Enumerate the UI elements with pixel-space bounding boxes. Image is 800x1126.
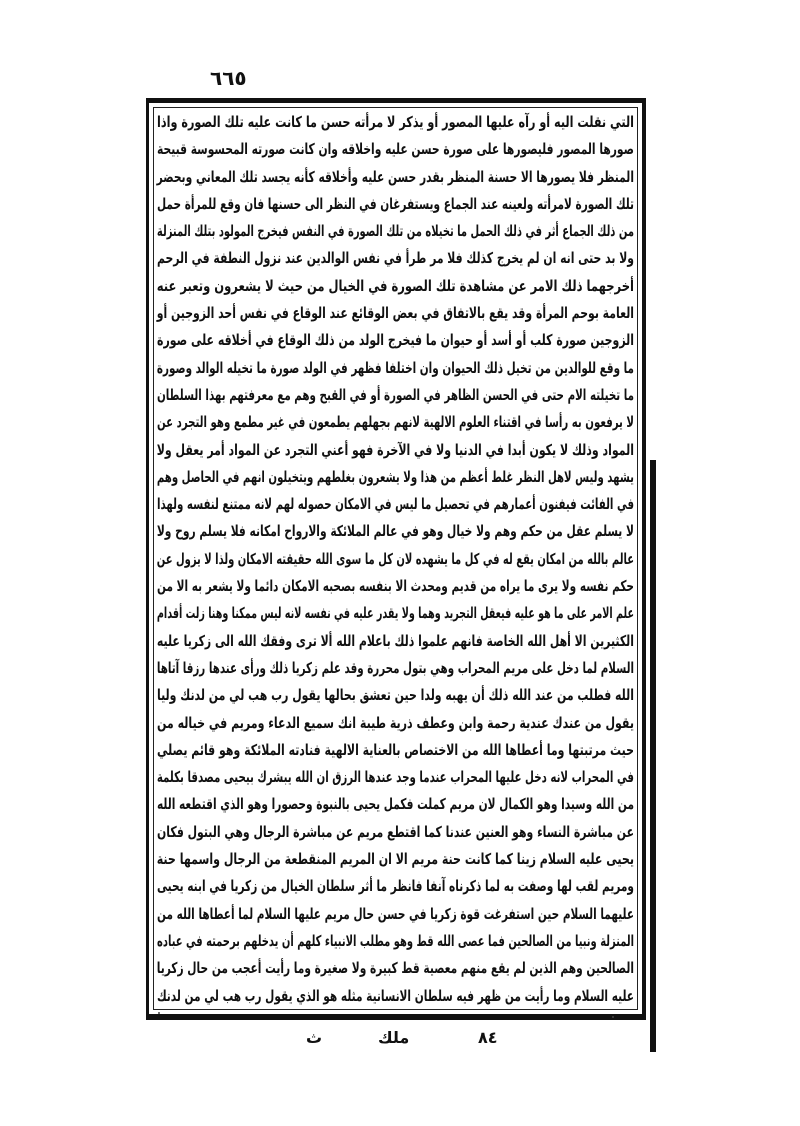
text-line: يقول من عندك عندية رحمة وابن وعطف ذرية طيبة انك سميع الدعاء ومريم في خياله من xyxy=(157,713,634,732)
text-line: في الفائت فيفنون أعمارهم في تحصيل ما ليس في الامكان حصوله لهم لانه ممتنع لنفسه ولهذا xyxy=(156,495,634,514)
text-line: في المحراب لانه دخل عليها المحراب عندما وجد عندها الرزق ان الله يبشرك بيحيى مصدقا بكلمة xyxy=(156,768,635,787)
text-line: ما تخيلته الام حتى في الحسن الظاهر في الصورة أو في القبح وهم مع معرفتهم بهذا السلطان xyxy=(157,385,634,404)
scan-speck xyxy=(612,1016,614,1018)
text-line: ما وقع للوالدين من تخيل ذلك الحيوان وان اختلفا فظهر في الولد صورة ما تخيله الوالد وصورة xyxy=(156,358,634,377)
footer-catchword-middle: ملك xyxy=(378,1028,410,1047)
text-line: حيث مرتبتها وما أعطاها الله من الاختصاص بالعناية الالهية فنادته الملائكة وهو قائم يصلي xyxy=(157,740,634,759)
text-line: عليه السلام وما رأيت من ظهر فيه سلطان الانسانية مثله هو الذي يقول رب هب لي من لدنك xyxy=(156,986,634,1005)
text-line: الله فطلب من عند الله ذلك أن يهبه ولدا حين تعشق بحالها يقول رب هب لي من لدنك وليا xyxy=(157,686,634,705)
text-line: المواد وذلك لا يكون أبدا في الدنيا ولا في الآخرة فهو أعني التجرد عن المواد أمر يعقل ولا xyxy=(156,440,634,459)
text-line: ومريم لقب لها وصفت به لما ذكرناه آنفا فانظر ما أثر سلطان الخيال من زكريا في ابنه يحيى xyxy=(156,877,635,896)
binding-edge-bar xyxy=(650,460,656,1052)
text-line: لا يسلم عقل من حكم وهم ولا خيال وهو في عالم الملائكة والارواح امكانه فلا يسلم روح ولا xyxy=(156,522,634,541)
text-line: المنظر فلا يصورها الا حسنة المنظر بقدر حسن عليه وأخلاقه كأنه يجسد تلك المعاني وبحضر xyxy=(156,167,634,186)
text-line: يشهد وليس لاهل النظر غلط أعظم من هذا ولا يشعرون بغلطهم ويتخيلون انهم في الحاصل وهم xyxy=(156,467,634,486)
text-line: عالم بالله من امكان يقع له في كل ما يشهده لان كل ما سوى الله حقيقته الامكان ولذا لا يزول عن xyxy=(156,549,634,568)
text-line: لا يرفعون به رأسا في اقتناء العلوم الالهية لانهم بجهلهم يطمعون في غير مطمع وهو التجرد عن xyxy=(157,413,634,432)
text-line: التي نقلت اليه أو رآه عليها المصور أو يذكر لا مرأته حسن ما كانت عليه تلك الصورة واذا xyxy=(157,113,634,131)
text-line: علم الامر على ما هو عليه فيعقل التجريد وهما ولا يقدر عليه في نفسه لانه ليس ممكنا وهنا زلت أقدام xyxy=(156,604,635,623)
text-line: تلك الصورة لامرأته ولعينه عند الجماع ويستفرغان في النظر الى حسنها فان وقع للمرأة حمل xyxy=(156,194,634,213)
text-line: عن مباشرة النساء وهو العنين عندنا كما اقتطع مريم عن مباشرة الرجال وهي البتول فكان xyxy=(157,822,634,841)
text-line: السلام لما دخل على مريم المحراب وهي بتول محررة وقد علم زكريا ذلك ورأى عندها رزقا آتاها xyxy=(156,658,634,677)
text-line: من الله وسيدا وهو الكمال لان مريم كملت فكمل يحيى بالنبوة وحصورا وهو الذي اقتطعه الله xyxy=(156,795,635,814)
page-number: ٦٦٥ xyxy=(210,66,247,90)
text-line: المنزلة ونبيا من الصالحين فما عصى الله قط وهو مطلب الانبياء كلهم أن يدخلهم برحمته في عباده xyxy=(156,931,634,950)
text-line: ولا بد حتى انه ان لم يخرج كذلك فلا مر طرأ في نفس الوالدين عند نزول النطفة في الرحم xyxy=(157,249,634,268)
text-line: الصالحين وهم الذين لم يقع منهم معصية قط كبيرة ولا صغيرة وما رأيت أعجب من حال زكريا xyxy=(156,959,634,978)
text-frame xyxy=(146,98,646,1020)
text-line: عليهما السلام حين استفرغت قوة زكريا في حسن حال مريم عليها السلام لما أعطاها الله من xyxy=(157,904,634,923)
footer-catchword-left: ث xyxy=(306,1028,323,1047)
text-line: الكثيرين الا أهل الله الخاصة فانهم علموا ذلك باعلام الله ألا ترى وفقك الله الى زكريا عليه xyxy=(156,631,634,650)
text-line: الزوجين صورة كلب أو أسد أو حيوان ما فيخرج الولد من ذلك الوقاع في أخلاقه على صورة xyxy=(157,331,634,350)
text-line: من ذلك الجماع أثر في ذلك الحمل ما تخيلاه من تلك الصورة في النفس فيخرج المولود بتلك المنزلة xyxy=(156,222,634,241)
text-block xyxy=(157,109,634,1010)
scan-speck xyxy=(158,1012,160,1014)
text-line: حكم نفسه ولا يرى ما يراه من قديم ومحدث الا بنفسه بصحبه الامكان دائما ولا يشعر به الا من xyxy=(157,577,634,596)
text-line: يحيى عليه السلام زينا كما كانت حنة مريم الا ان المريم المنقطعة من الرجال واسمها حنة xyxy=(156,850,634,869)
text-line: العامة بوحم المرأة وقد يقع بالاتفاق في بعض الوقائع عند الوقاع في نفس أحد الزوجين أو xyxy=(156,304,634,323)
text-line: صورها المصور فليصورها على صورة حسن عليه واخلاقه وان كانت صورته المحسوسة قبيحة xyxy=(156,140,635,159)
text-line: أخرجهما ذلك الامر عن مشاهدة تلك الصورة في الخيال من حيث لا يشعرون وتعبر عنه xyxy=(156,276,634,295)
footer-signature-number: ٨٤ xyxy=(478,1028,498,1047)
